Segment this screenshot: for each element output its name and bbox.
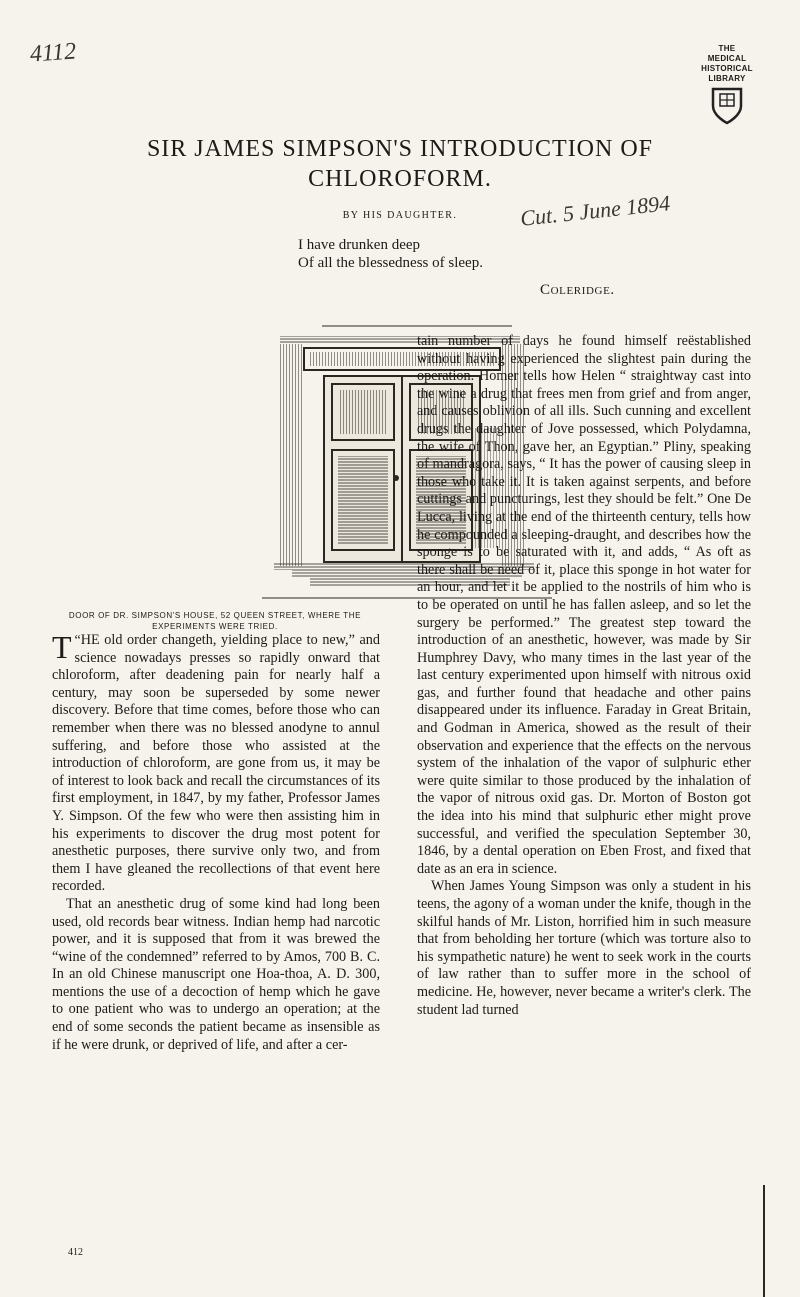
stamp-line-3: HISTORICAL — [701, 64, 753, 73]
stamp-line-2: MEDICAL — [707, 54, 747, 63]
stamp-line-1: THE — [718, 44, 736, 53]
library-stamp — [692, 44, 762, 126]
epigraph-line-1: I have drunken deep — [298, 237, 421, 253]
pencil-annotation-top: 4112 — [29, 38, 78, 68]
page-number: 412 — [68, 1247, 83, 1258]
epigraph-line-2: Of all the blessedness of sleep. — [298, 255, 483, 271]
library-seal-shield-icon — [710, 86, 744, 126]
figure-caption: DOOR OF DR. SIMPSON'S HOUSE, 52 QUEEN STREET, WHERE THE EXPERIMENTS WERE TRIED. — [68, 611, 362, 631]
paragraph-simpson-student: When James Young Simpson was only a student in his teens, the agony of a woman under the knife, though in the skilful hands of Mr. Liston, horrified him in such measure that from beholding her torture (which was torture also to his sympathetic nature) he went to seek work in the courts of law rather than to suffer more in the school of medicine. He, however, never became a writer's clerk. The student lad turned — [417, 878, 751, 1018]
stamp-line-4: LIBRARY — [708, 74, 746, 83]
paragraph-opening-text: HE old order changeth, yielding place to new,” and science nowadays presses so rapidly onward that chloroform, after deadening pain for nearly half a century, may soon be superseded by some newer discovery. Before that time comes, before those who can remember when there was no blessed anodyne to annul suffering, and before those who assisted at the introduction of chloroform, are gone from us, it may be of interest to look back and recall the circumstances of its first employment, in 1847, by my father, Professor James Y. Simpson. Of the few who were then assisting him in his experiments to discover the drug most potent for anesthetic purposes, there survive only two, and from them I have gleaned the recollections of that event here recorded. — [52, 632, 380, 895]
article-column-left — [52, 629, 380, 1054]
title-line-2: CHLOROFORM. — [308, 166, 492, 192]
drop-cap: T — [52, 629, 72, 665]
epigraph-attribution: Coleridge. — [540, 282, 615, 298]
title-line-1: SIR JAMES SIMPSON'S INTRODUCTION OF — [146, 136, 654, 162]
byline: BY HIS DAUGHTER. — [342, 210, 458, 221]
paragraph-continuation: tain number of days he found himself reëstablished without having experienced the slightest pain during the operation. Homer tells how Helen “ straightway cast into the wine a drug that frees men from grief and from anger, and causes oblivion of all ills. Such cunning and excellent drugs the daughter of Jove possessed, which Polydamna, the wife of Thon, gave her, an Egyptian.” Pliny, speaking of mandragora, says, “ It has the power of causing sleep in those who take it. It is taken against serpents, and before cuttings and puncturings, lest they should be felt.” One De Lucca, living at the end of the thirteenth century, tells how he compounded a sleeping-draught, and describes how the sponge is to be saturated with it, and adds, “ As oft as there shall be need of it, place this sponge in hot water for an hour, and let it be applied to the nostrils of him who is to be operated on until he has fallen asleep, and so let the surgery be performed.” The greatest step toward the introduction of an anesthetic, however, was made by Sir Humphrey Davy, who many times in the last year of the last century experimented upon himself with nitrous oxid gas, and further found that headache and other pains disappeared under its influence. Faraday in Great Britain, and Godman in America, showed as the result of their observation and experience that the effects on the nervous system of the inhalation of the vapor of sulphuric ether were quite similar to those produced by the inhalation of the vapor of nitrous oxid gas. Dr. Morton of Boston got the idea into his mind that sulphuric ether might prove successful, and verified the speculation September 30, 1846, by a dental operation on Eben Frost, and fixed that date as an era in science. — [417, 333, 751, 877]
paragraph-opening: “ T HE old order changeth, yielding place to new,” and science nowadays presses so rapidly onward that chloroform, after deadening pain for nearly half a century, may soon be superseded by some newer discovery. Before that time comes, before those who can remember when there was no blessed anodyne to annul suffering, and before those who assisted at the introduction of chloroform, are gone from us, it may be of interest to look back and recall the circumstances of its first employment, in 1847, by my father, Professor James Y. Simpson. Of the few who were then assisting him in his experiments to discover the drug most potent for anesthetic purposes, there survive only two, and from them I have gleaned the recollections of that event here recorded. — [52, 629, 380, 895]
paragraph-anesthetic-history: That an anesthetic drug of some kind had long been used, old records bear witness. Indian hemp had narcotic power, and it is supposed that from it was brewed the “wine of the condemned” referred to by Amos, 700 B. C. In an old Chinese manuscript one Hoa-thoa, A. D. 300, mentions the use of a decoction of hemp which he gave to one patient who was to undergo an operation; at the end of some seconds the patient became as insensible as if he were drunk, or deprived of life, and after a cer- — [52, 895, 380, 1053]
margin-rule — [763, 1185, 765, 1297]
epigraph — [298, 236, 658, 272]
pencil-annotation-right: Cut. 5 June 1894 — [519, 190, 672, 231]
article-column-right — [417, 333, 751, 1019]
article-title — [0, 134, 800, 194]
